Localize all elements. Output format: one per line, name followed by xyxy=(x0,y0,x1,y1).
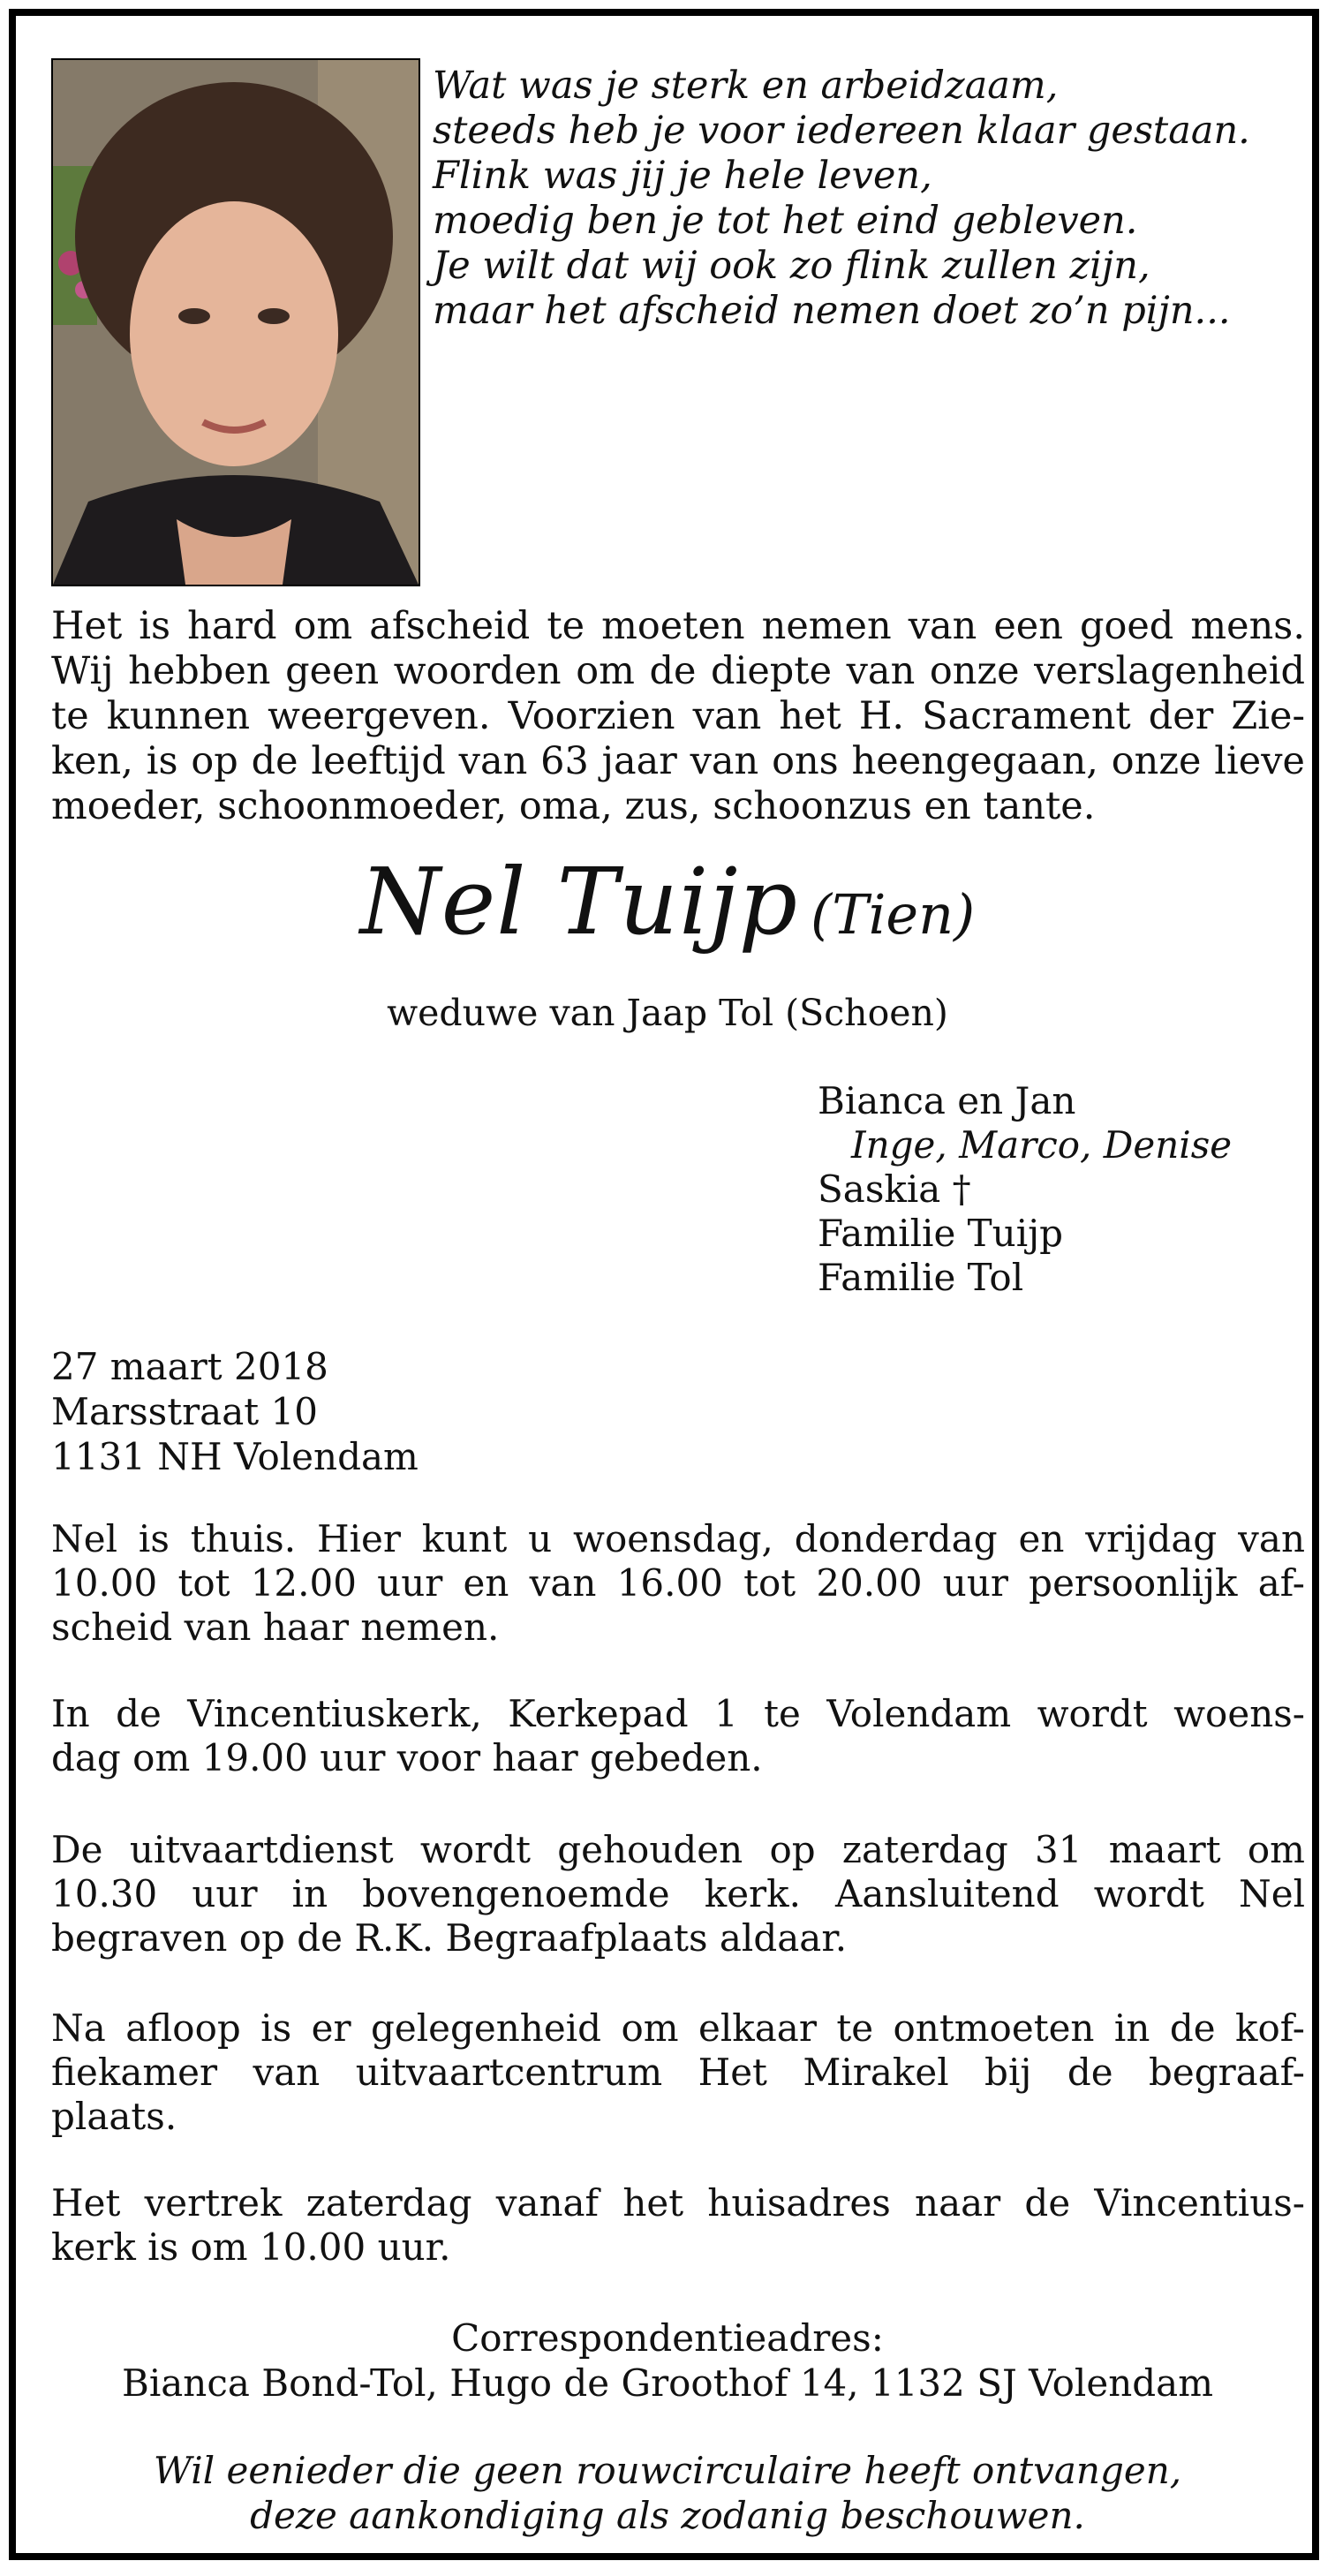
intro-line: ken, is op de leeftijd van 63 jaar van ons heengegaan, onze lieve xyxy=(51,739,1305,783)
poem xyxy=(433,64,1324,334)
paragraph-line: De uitvaartdienst wordt gehouden op zaterdag 31 maart om xyxy=(51,1828,1305,1871)
intro-line: Het is hard om afscheid te moeten nemen van een goed mens. xyxy=(51,604,1305,648)
poem-line: Wat was je sterk en arbeidzaam, xyxy=(433,64,1059,108)
paragraph-funeral xyxy=(51,1828,1305,1960)
poem-line: steeds heb je voor iedereen klaar gestaan. xyxy=(433,109,1250,153)
correspondence-label: Correspondentieadres: xyxy=(451,2316,884,2360)
grandchildren-line: Inge, Marco, Denise xyxy=(851,1123,1233,1167)
deceased-name: Nel Tuijp xyxy=(359,848,799,956)
closing-note xyxy=(16,2448,1319,2538)
intro-line: Wij hebben geen woorden om de diepte van onze verslagenheid xyxy=(51,649,1305,693)
paragraph-line: fiekamer van uitvaartcentrum Het Mirakel bij de begraaf- xyxy=(51,2051,1305,2094)
closing-line: Wil eenieder die geen rouwcirculaire heeft ontvangen, xyxy=(153,2449,1182,2492)
paragraph-line: Na afloop is er gelegenheid om elkaar te ontmoeten in de kof- xyxy=(51,2006,1305,2050)
poem-line: maar het afscheid nemen doet zo’n pijn... xyxy=(433,289,1231,333)
city: 1131 NH Volendam xyxy=(51,1435,419,1478)
portrait-photo xyxy=(51,58,420,586)
intro-line: te kunnen weergeven. Voorzien van het H. Sacrament der Zie- xyxy=(51,694,1305,738)
portrait-illustration xyxy=(53,60,419,585)
paragraph-line: plaats. xyxy=(51,2095,177,2138)
obituary-card xyxy=(9,9,1319,2560)
family-list xyxy=(818,1079,1232,1300)
paragraph-line: scheid van haar nemen. xyxy=(51,1605,500,1649)
paragraph-line: dag om 19.00 uur voor haar gebeden. xyxy=(51,1736,763,1779)
intro-text xyxy=(51,604,1305,829)
paragraph-line: begraven op de R.K. Begraafplaats aldaar. xyxy=(51,1916,848,1960)
intro-line: moeder, schoonmoeder, oma, zus, schoonzus en tante. xyxy=(51,784,1096,828)
deceased-name-block xyxy=(16,848,1319,963)
family-line: Familie Tol xyxy=(818,1256,1024,1299)
paragraph-gathering xyxy=(51,2006,1305,2139)
paragraph-prayer xyxy=(51,1692,1305,1780)
date: 27 maart 2018 xyxy=(51,1345,328,1388)
correspondence-block xyxy=(16,2315,1319,2406)
street: Marsstraat 10 xyxy=(51,1390,318,1433)
paragraph-line: kerk is om 10.00 uur. xyxy=(51,2225,451,2269)
poem-line: Je wilt dat wij ook zo flink zullen zijn, xyxy=(433,244,1150,288)
closing-line: deze aankondiging als zodanig beschouwen. xyxy=(250,2494,1085,2537)
paragraph-line: Nel is thuis. Hier kunt u woensdag, donderdag en vrijdag van xyxy=(51,1517,1305,1560)
home-address xyxy=(51,1344,419,1479)
deceased-nickname: (Tien) xyxy=(811,882,976,947)
paragraph-line: 10.00 tot 12.00 uur en van 16.00 tot 20.00 uur persoonlijk af- xyxy=(51,1561,1305,1605)
paragraph-line: Het vertrek zaterdag vanaf het huisadres naar de Vincentius- xyxy=(51,2181,1305,2225)
poem-line: moedig ben je tot het eind gebleven. xyxy=(433,199,1138,243)
paragraph-line: In de Vincentiuskerk, Kerkepad 1 te Volendam wordt woens- xyxy=(51,1692,1305,1735)
paragraph-line: 10.30 uur in bovengenoemde kerk. Aansluitend wordt Nel xyxy=(51,1872,1305,1915)
family-line: Bianca en Jan xyxy=(818,1079,1076,1122)
paragraph-visitation xyxy=(51,1517,1305,1650)
widow-of: weduwe van Jaap Tol (Schoen) xyxy=(387,992,948,1034)
family-line: Saskia † xyxy=(818,1167,971,1211)
correspondence-address: Bianca Bond-Tol, Hugo de Groothof 14, 1132 SJ Volendam xyxy=(121,2361,1214,2405)
paragraph-departure xyxy=(51,2181,1305,2270)
family-line: Familie Tuijp xyxy=(818,1212,1064,1255)
poem-line: Flink was jij je hele leven, xyxy=(433,154,932,198)
